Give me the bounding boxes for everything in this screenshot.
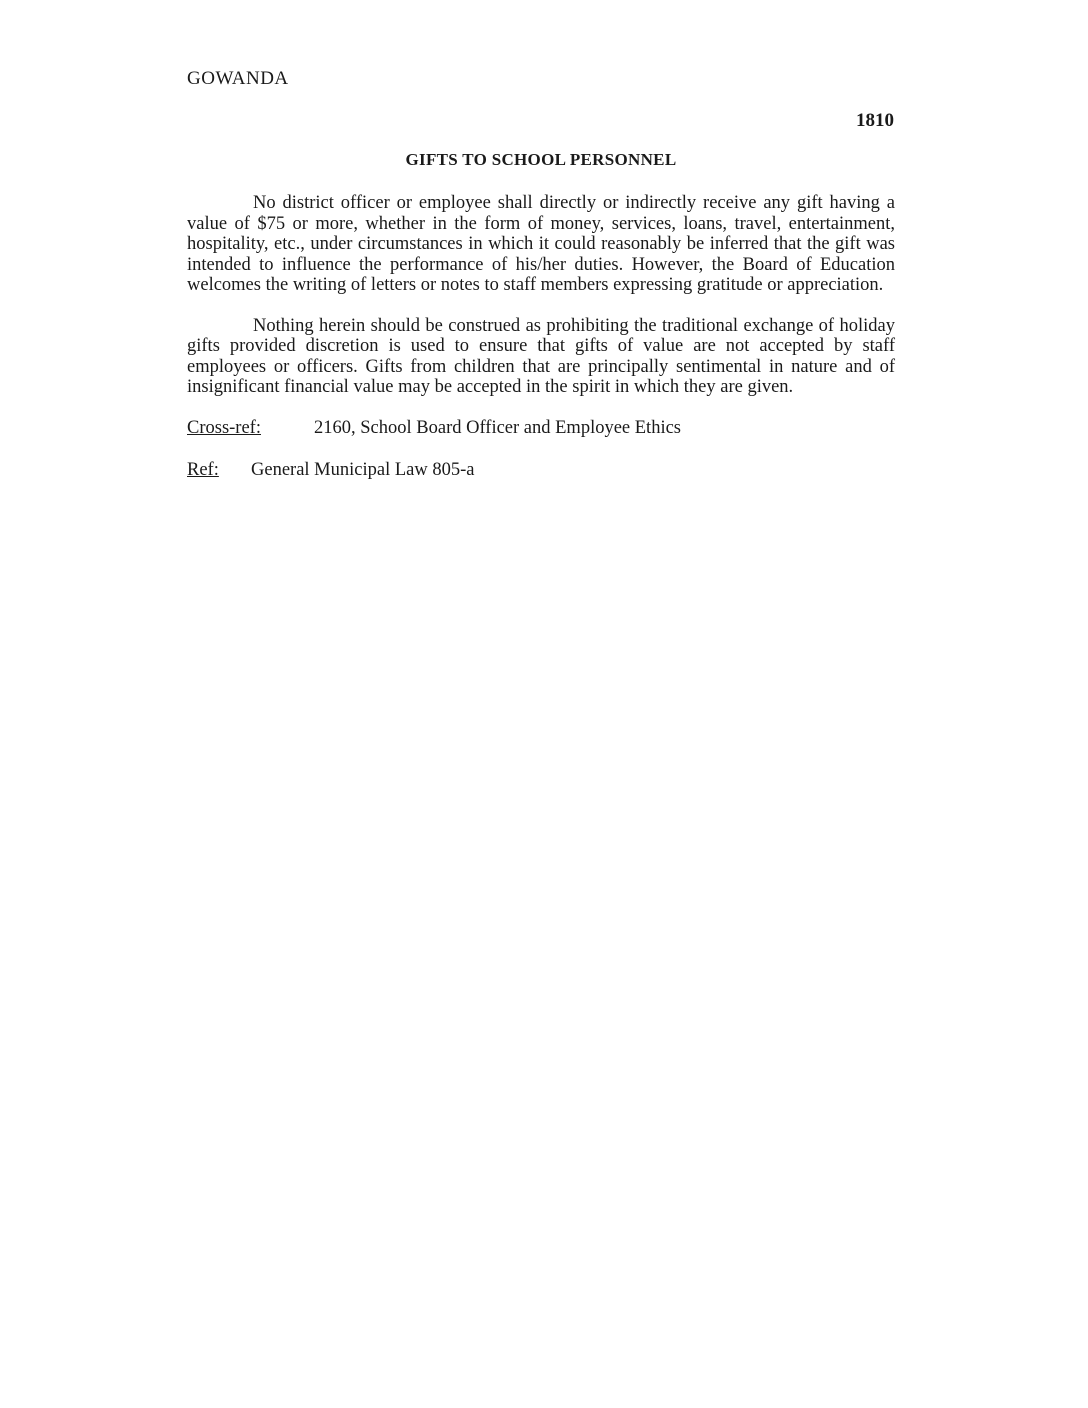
policy-body bbox=[187, 193, 895, 503]
cross-ref-value: 2160, School Board Officer and Employee Ethics bbox=[314, 417, 682, 438]
ref-value: General Municipal Law 805-a bbox=[251, 460, 475, 480]
reference-line bbox=[187, 460, 895, 481]
district-name: GOWANDA bbox=[187, 68, 289, 89]
cross-reference-line bbox=[187, 418, 895, 439]
policy-paragraph-1: No district officer or employee shall directly or indirectly receive any gift having a value of $75 or more, whether in the form of money, services, loans, travel, entertainment, hospitality, etc., under circumstances in which it could reasonably be inferred that the gift was intended to influence the performance of his/her duties. However, the Board of Education welcomes the writing of letters or notes to staff members expressing gratitude or appreciation. bbox=[187, 193, 895, 295]
policy-paragraph-2: Nothing herein should be construed as prohibiting the traditional exchange of holiday gifts provided discretion is used to ensure that gifts of value are not accepted by staff employees or officers. Gifts from children that are principally sentimental in nature and of insignificant financial value may be accepted in the spirit in which they are given. bbox=[187, 315, 895, 397]
ref-label: Ref: bbox=[187, 460, 219, 480]
policy-title: GIFTS TO SCHOOL PERSONNEL bbox=[405, 150, 677, 169]
cross-ref-label: Cross-ref: bbox=[187, 417, 261, 438]
policy-number: 1810 bbox=[856, 110, 894, 131]
